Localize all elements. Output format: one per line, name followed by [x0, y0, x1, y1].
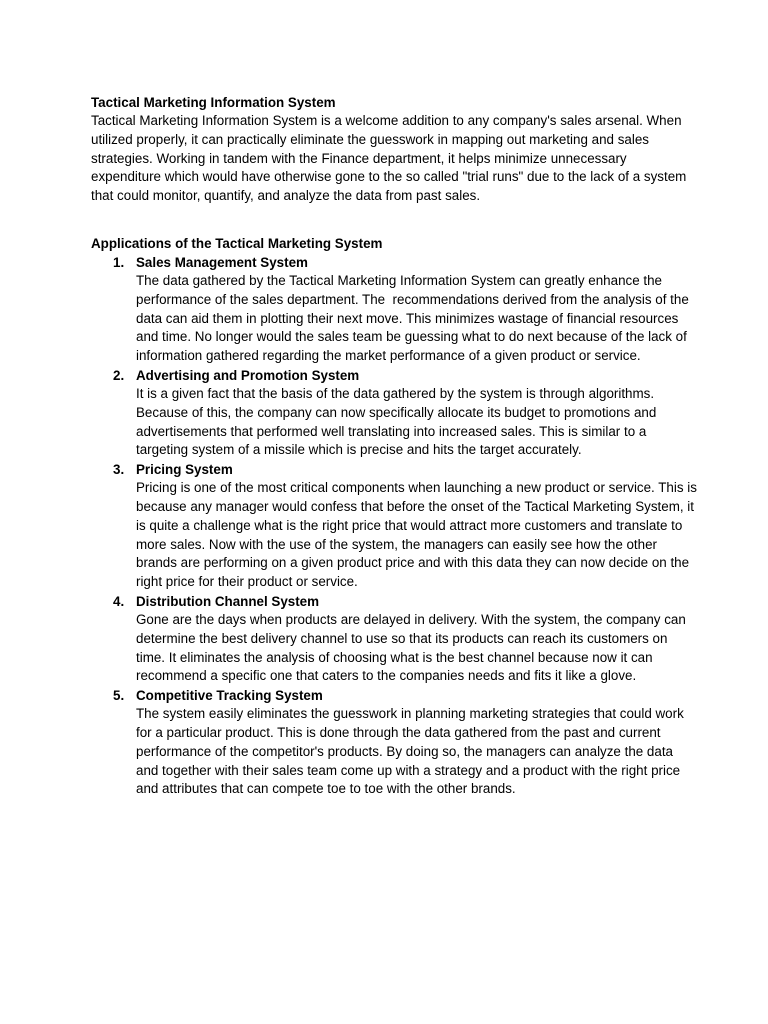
list-item-title: Pricing System: [136, 462, 233, 478]
list-item-number: 4.: [113, 593, 125, 609]
list-item-title: Advertising and Promotion System: [136, 367, 360, 383]
document-title: Tactical Marketing Information System: [91, 95, 336, 110]
list-item: [91, 366, 698, 460]
applications-list: [91, 253, 701, 799]
list-item-body: Pricing is one of the most critical components when launching a new product or service. This is because any manager would confess that before the onset of the Tactical Marketing System, it is quite a challenge what is the right price that would attract more customers and translate to more sales. Now with the use of the system, the managers can easily see how the other brands are performing on a given product price and with this data they can now decide on the right price for their product or service.: [136, 480, 701, 590]
applications-heading: Applications of the Tactical Marketing System: [91, 235, 383, 251]
list-item-number: 5.: [113, 688, 125, 704]
list-item-body: Gone are the days when products are delayed in delivery. With the system, the company can determine the best delivery channel to use so that its products can reach its customers on time. It eliminates the analysis of choosing what is the best channel because now it can recommend a specific one that caters to the companies needs and fits it like a glove.: [136, 611, 690, 684]
list-item: [91, 460, 701, 592]
list-item-title: Competitive Tracking System: [136, 688, 323, 704]
list-item: [91, 253, 698, 366]
list-item-body: The data gathered by the Tactical Marketing Information System can greatly enhance the performance of the sales department. The recommendations derived from the analysis of the data can aid them in plotting their next move. This minimizes wastage of financial resources and time. No longer would the sales team be guessing what to do next because of the lack of information gathered regarding the market performance of a given product or service.: [136, 272, 693, 364]
list-item-body: The system easily eliminates the guesswork in planning marketing strategies that could work for a particular product. This is done through the data gathered from the past and current performance of the competitor's products. By doing so, the managers can analyze the data and together with their sales team come up with a strategy and a product with the right price and attributes that can compete toe to toe with the other brands.: [136, 706, 688, 797]
list-item-number: 1.: [113, 254, 125, 270]
list-item: [91, 592, 698, 686]
intro-paragraph: Tactical Marketing Information System is a welcome addition to any company's sales arsenal. When utilized properly, it can practically eliminate the guesswork in mapping out marketing and sales strategies. Working in tandem with the Finance department, it helps minimize unnecessary expenditure which would have otherwise gone to the so called "trial runs" due to the lack of a system that could monitor, quantify, and analyze the data from past sales.: [91, 113, 691, 204]
list-item-number: 2.: [113, 367, 125, 383]
list-item: [91, 686, 698, 799]
list-item-title: Sales Management System: [136, 254, 308, 270]
list-item-number: 3.: [113, 462, 125, 478]
list-item-body: It is a given fact that the basis of the data gathered by the system is through algorithms. Because of this, the company can now specifically allocate its budget to promotions and advertisements that performed well translating into increased sales. This is similar to a targeting system of a missile which is precise and hits the target accurately.: [136, 385, 661, 458]
list-item-title: Distribution Channel System: [136, 593, 320, 609]
